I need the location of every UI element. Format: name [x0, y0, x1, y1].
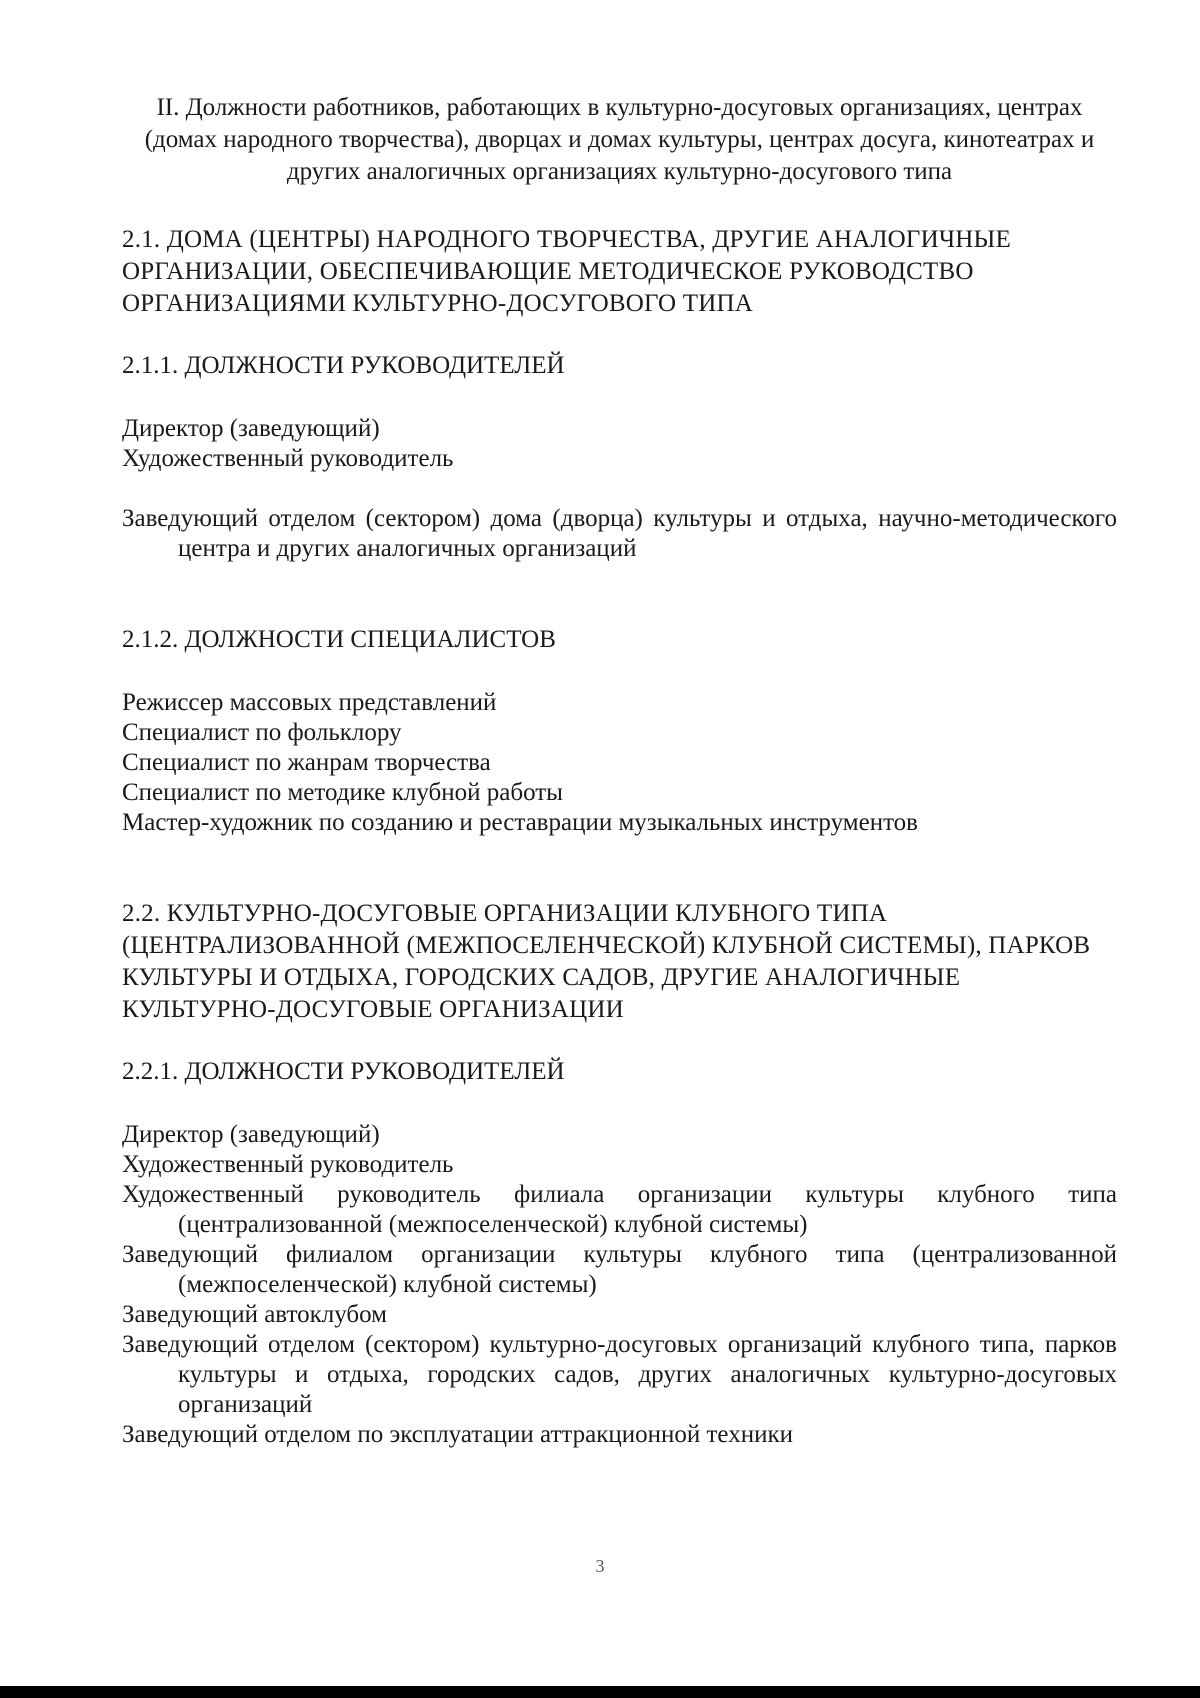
section-2-1-2-heading: 2.1.2. ДОЛЖНОСТИ СПЕЦИАЛИСТОВ	[122, 626, 556, 653]
document-content	[122, 92, 1117, 1450]
list-item: Художественный руководитель	[122, 1151, 454, 1178]
section-2-1-1-list-extra	[122, 504, 1117, 564]
list-item: Режиссер массовых представлений	[122, 689, 497, 716]
section-2-1-1-list	[122, 414, 1117, 474]
list-item: Специалист по жанрам творчества	[122, 749, 491, 776]
list-item: Заведующий отделом (сектором) дома (дворца) культуры и отдыха, научно-методического центра и других аналогичных организаций	[122, 505, 1117, 562]
list-item: Заведующий отделом по эксплуатации аттракционной техники	[122, 1421, 793, 1448]
list-item: Директор (заведующий)	[122, 1121, 380, 1148]
section-2-1-2-list	[122, 688, 1117, 838]
page-number: 3	[595, 1556, 605, 1576]
document-title: II. Должности работников, работающих в культурно-досуговых организациях, центрах (домах народного творчества), дворцах и домах культуры, центрах досуга, кинотеатрах и других аналогичных организациях культурно-досугового типа	[144, 94, 1095, 185]
scan-edge-band	[0, 1686, 1200, 1698]
list-item: Мастер-художник по созданию и реставрации музыкальных инструментов	[122, 809, 918, 836]
list-item: Заведующий автоклубом	[122, 1301, 387, 1328]
list-item: Заведующий отделом (сектором) культурно-досуговых организаций клубного типа, парков культуры и отдыха, городских садов, других аналогичных культурно-досуговых организаций	[122, 1331, 1117, 1418]
section-2-1-1-heading: 2.1.1. ДОЛЖНОСТИ РУКОВОДИТЕЛЕЙ	[122, 352, 565, 379]
section-2-2-heading: 2.2. КУЛЬТУРНО-ДОСУГОВЫЕ ОРГАНИЗАЦИИ КЛУБНОГО ТИПА (ЦЕНТРАЛИЗОВАННОЙ (МЕЖПОСЕЛЕНЧЕСКОЙ) КЛУБНОЙ СИСТЕМЫ), ПАРКОВ КУЛЬТУРЫ И ОТДЫХА, ГОРОДСКИХ САДОВ, ДРУГИЕ АНАЛОГИЧНЫЕ КУЛЬТУРНО-ДОСУГОВЫЕ ОРГАНИЗАЦИИ	[122, 900, 1091, 1023]
list-item: Заведующий филиалом организации культуры клубного типа (централизованной (межпоселенческой) клубной системы)	[122, 1241, 1117, 1298]
section-2-2-1-heading: 2.2.1. ДОЛЖНОСТИ РУКОВОДИТЕЛЕЙ	[122, 1058, 565, 1085]
list-item: Специалист по фольклору	[122, 719, 402, 746]
section-2-2-1-list	[122, 1120, 1117, 1450]
section-2-1-heading: 2.1. ДОМА (ЦЕНТРЫ) НАРОДНОГО ТВОРЧЕСТВА, ДРУГИЕ АНАЛОГИЧНЫЕ ОРГАНИЗАЦИИ, ОБЕСПЕЧИВАЮЩИЕ МЕТОДИЧЕСКОЕ РУКОВОДСТВО ОРГАНИЗАЦИЯМИ КУЛЬТУРНО-ДОСУГОВОГО ТИПА	[122, 226, 1012, 317]
list-item: Художественный руководитель	[122, 445, 454, 472]
list-item: Специалист по методике клубной работы	[122, 779, 563, 806]
list-item: Директор (заведующий)	[122, 415, 380, 442]
list-item: Художественный руководитель филиала организации культуры клубного типа (централизованной (межпоселенческой) клубной системы)	[122, 1181, 1117, 1238]
